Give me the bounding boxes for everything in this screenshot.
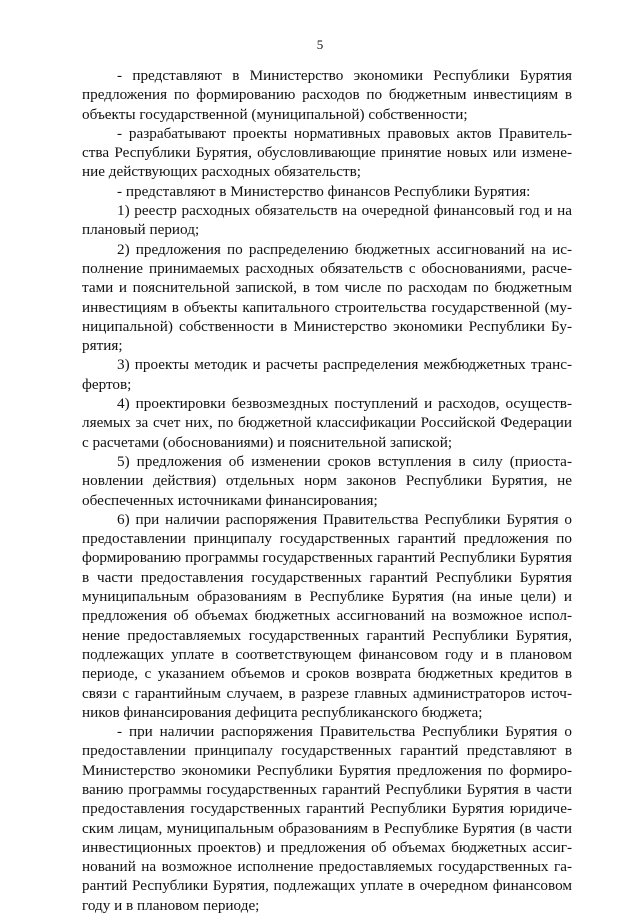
- paragraph: 1) реестр расходных обязательств на очередной финансовый год и на плановый период;: [82, 202, 572, 239]
- paragraph: 2) предложения по распределению бюджетных ассигнований на исполнение принимаемых расходных обязательств с обоснованиями, расчетами и пояснительной запиской, в том числе по расходам по бюджетным инвестициям в объекты капитального строительства государственной (муниципальной) собственности в Министерство экономики Республики Бурятия;: [82, 240, 572, 355]
- paragraph: 5) предложения об изменении сроков вступления в силу (приостановлении действия) отдельных норм законов Республики Бурятия, не обеспеченных источниками финансирования;: [82, 452, 572, 509]
- document-body: [82, 66, 572, 915]
- paragraph: - разрабатывают проекты нормативных правовых актов Правительства Республики Бурятия, обусловливающие принятие новых или изменение действующих расходных обязательств;: [82, 124, 572, 181]
- paragraph: 6) при наличии распоряжения Правительства Республики Бурятия о предоставлении принципалу государственных гарантий предложения по формированию программы государственных гарантий Республики Бурятия в части предоставления государственных гарантий Республики Бурятия муниципальным образованиям в Республике Бурятия (на иные цели) и предложения об объемах бюджетных ассигнований на возможное исполнение предоставляемых государственных гарантий Республики Бурятия, подлежащих уплате в соответствующем финансовом году и в плановом периоде, с указанием объемов и сроков возврата бюджетных кредитов в связи с гарантийным случаем, в разрезе главных администраторов источников финансирования дефицита республиканского бюджета;: [82, 510, 572, 721]
- paragraph: - при наличии распоряжения Правительства Республики Бурятия о предоставлении принципалу государственных гарантий представляют в Министерство экономики Республики Бурятия предложения по формированию программы государственных гарантий Республики Бурятия в части предоставления государственных гарантий Республики Бурятия юридическим лицам, муниципальным образованиям в Республике Бурятия (в части инвестиционных проектов) и предложения об объемах бюджетных ассигнований на возможное исполнение предоставляемых государственных гарантий Республики Бурятия, подлежащих уплате в очередном финансовом году и в плановом периоде;: [82, 723, 572, 914]
- paragraph: - представляют в Министерство финансов Республики Бурятия:: [117, 182, 531, 200]
- paragraph: 3) проекты методик и расчеты распределения межбюджетных трансфертов;: [82, 356, 572, 393]
- paragraph: 4) проектировки безвозмездных поступлений и расходов, осуществляемых за счет них, по бюджетной классификации Российской Федерации с расчетами (обоснованиями) и пояснительной запиской;: [82, 395, 572, 451]
- page-number: 5: [316, 37, 324, 52]
- paragraph: - представляют в Министерство экономики Республики Бурятия предложения по формированию расходов по бюджетным инвестициям в объекты государственной (муниципальной) собственности;: [82, 67, 572, 123]
